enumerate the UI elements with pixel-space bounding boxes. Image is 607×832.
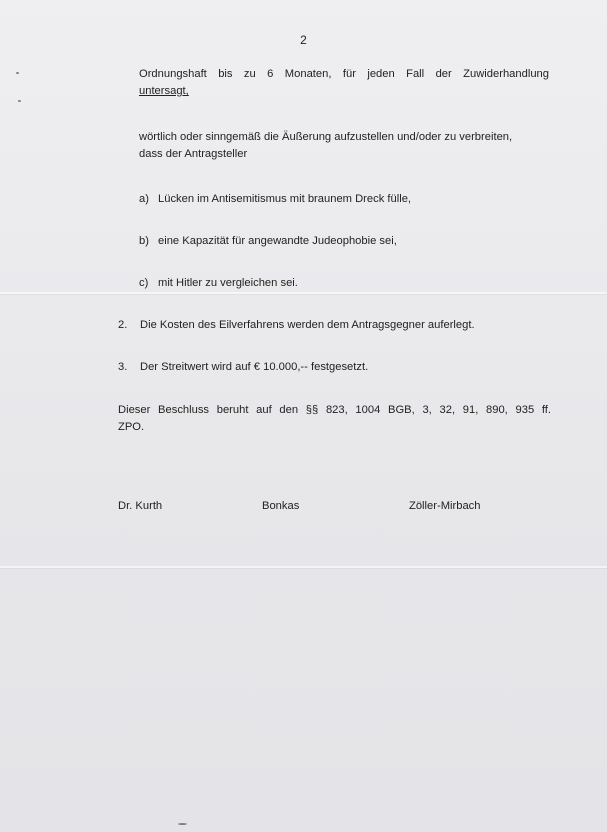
signature-name: Dr. Kurth — [118, 500, 163, 512]
sub-item-marker: a) — [139, 193, 149, 205]
intro-line-underlined: untersagt, — [139, 85, 189, 97]
numbered-item-text: Die Kosten des Eilverfahrens werden dem Antragsgegner auferlegt. — [140, 319, 475, 331]
signature-name: Zöller-Mirbach — [409, 500, 481, 512]
legal-basis-line: ZPO. — [118, 421, 145, 433]
body-line: wörtlich oder sinngemäß die Äußerung aufzustellen und/oder zu verbreiten, — [139, 131, 513, 143]
body-line: dass der Antragsteller — [139, 148, 248, 160]
paper-speck — [16, 72, 19, 74]
numbered-item-number: 2. — [118, 319, 128, 331]
numbered-item-text: Der Streitwert wird auf € 10.000,-- festgesetzt. — [140, 361, 369, 373]
sub-item-marker: c) — [139, 277, 149, 289]
sub-item-text: mit Hitler zu vergleichen sei. — [158, 277, 298, 289]
legal-basis-line: Dieser Beschluss beruht auf den §§ 823, 1004 BGB, 3, 32, 91, 890, 935 ff. — [118, 404, 551, 416]
intro-line: Ordnungshaft bis zu 6 Monaten, für jeden Fall der Zuwiderhandlung — [139, 68, 549, 80]
page-number: 2 — [300, 33, 307, 47]
sub-item — [139, 191, 411, 208]
numbered-item — [118, 359, 368, 376]
numbered-item-number: 3. — [118, 361, 128, 373]
paper-speck — [18, 100, 21, 102]
numbered-item — [118, 317, 475, 334]
paper-speck — [178, 823, 187, 825]
sub-item — [139, 233, 397, 250]
paper-fold-line — [0, 566, 607, 568]
sub-item — [139, 275, 298, 292]
sub-item-text: Lücken im Antisemitismus mit braunem Dreck fülle, — [158, 193, 412, 205]
sub-item-text: eine Kapazität für angewandte Judeophobie sei, — [158, 235, 397, 247]
signature-name: Bonkas — [262, 500, 300, 512]
paper-fold-line — [0, 292, 607, 294]
sub-item-marker: b) — [139, 235, 149, 247]
